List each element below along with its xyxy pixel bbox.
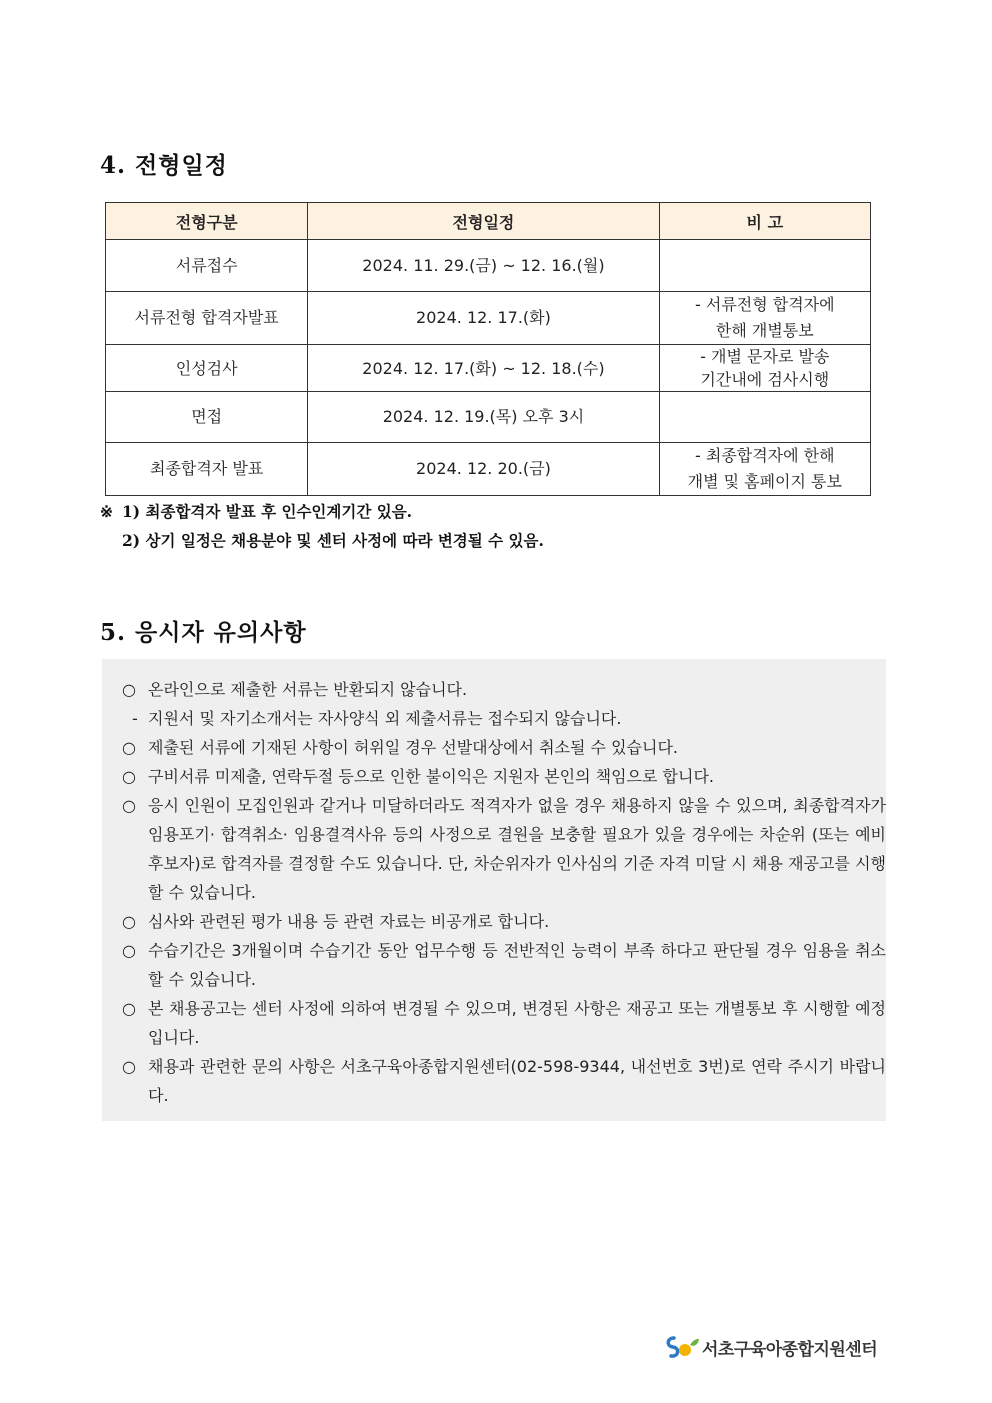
date-cell: 2024. 12. 17.(화) ~ 12. 18.(수): [308, 345, 659, 392]
table-row: [106, 240, 871, 292]
circle-bullet-icon: ○: [122, 941, 136, 960]
date-cell: 2024. 12. 20.(금): [308, 443, 659, 496]
table-row: [106, 345, 871, 392]
remark-cell: [659, 292, 870, 345]
remark-line-1: - 최종합격자에 한해: [695, 446, 835, 465]
date-cell: 2024. 12. 17.(화): [308, 292, 659, 345]
schedule-table: [105, 202, 871, 496]
remark-cell: [659, 443, 870, 496]
list-item: [122, 762, 886, 791]
remark-line-1: - 개별 문자로 발송: [700, 347, 830, 366]
caution-text: 수습기간은 3개월이며 수습기간 동안 업무수행 등 전반적인 능력이 부족 하다고 판단될 경우 임용을 취소할 수 있습니다.: [148, 941, 886, 989]
caution-text: 구비서류 미제출, 연락두절 등으로 인한 불이익은 지원자 본인의 책임으로 합니다.: [148, 767, 714, 786]
circle-bullet-icon: ○: [122, 767, 136, 786]
remark-cell: [659, 345, 870, 392]
circle-bullet-icon: ○: [122, 1057, 136, 1076]
list-item: [122, 936, 886, 994]
caution-text: 온라인으로 제출한 서류는 반환되지 않습니다.: [148, 680, 468, 699]
remark-line-2: 개별 및 홈페이지 통보: [687, 472, 842, 491]
list-item: [122, 791, 886, 907]
header-schedule: 전형일정: [308, 203, 659, 240]
stage-cell: 면접: [106, 392, 308, 443]
stage-cell: 서류접수: [106, 240, 308, 292]
header-remarks: 비 고: [659, 203, 870, 240]
stage-cell: 서류전형 합격자발표: [106, 292, 308, 345]
center-logo-text: 서초구육아종합지원센터: [702, 1339, 878, 1360]
center-logo-icon: [664, 1332, 700, 1362]
date-cell: 2024. 11. 29.(금) ~ 12. 16.(월): [308, 240, 659, 292]
list-item: [122, 704, 886, 733]
table-row: [106, 292, 871, 345]
list-item: [122, 994, 886, 1052]
header-stage: 전형구분: [106, 203, 308, 240]
schedule-notes: [100, 497, 544, 555]
circle-bullet-icon: ○: [122, 796, 136, 815]
table-row: [106, 443, 871, 496]
caution-text: 심사와 관련된 평가 내용 등 관련 자료는 비공개로 합니다.: [148, 912, 550, 931]
reference-mark: ※: [100, 502, 113, 521]
circle-bullet-icon: ○: [122, 738, 136, 757]
remark-cell: [659, 392, 870, 443]
table-header-row: [106, 203, 871, 240]
circle-bullet-icon: ○: [122, 912, 136, 931]
list-item: [122, 733, 886, 762]
center-logo: [664, 1332, 877, 1362]
table-row: [106, 392, 871, 443]
cautions-box: [102, 659, 886, 1121]
stage-cell: 최종합격자 발표: [106, 443, 308, 496]
circle-bullet-icon: ○: [122, 999, 136, 1018]
note-text: 1) 최종합격자 발표 후 인수인계기간 있음.: [122, 502, 413, 521]
note-text: 2) 상기 일정은 채용분야 및 센터 사정에 따라 변경될 수 있음.: [122, 531, 544, 550]
stage-cell: 인성검사: [106, 345, 308, 392]
date-cell: 2024. 12. 19.(목) 오후 3시: [308, 392, 659, 443]
remark-line-2: 한해 개별통보: [715, 321, 814, 340]
note-item: [100, 526, 544, 555]
remark-line-1: - 서류전형 합격자에: [695, 295, 835, 314]
caution-text: 지원서 및 자기소개서는 자사양식 외 제출서류는 접수되지 않습니다.: [148, 709, 622, 728]
caution-text: 제출된 서류에 기재된 사항이 허위일 경우 선발대상에서 취소될 수 있습니다.: [148, 738, 678, 757]
section-4-title: 4. 전형일정: [100, 152, 228, 179]
remark-line-2: 기간내에 검사시행: [700, 370, 830, 389]
list-item: [122, 675, 886, 704]
caution-text: 본 채용공고는 센터 사정에 의하여 변경될 수 있으며, 변경된 사항은 재공고 또는 개별통보 후 시행할 예정입니다.: [148, 999, 886, 1047]
circle-bullet-icon: ○: [122, 680, 136, 699]
dash-bullet-icon: -: [132, 709, 138, 728]
section-5-title: 5. 응시자 유의사항: [100, 619, 307, 646]
caution-text: 채용과 관련한 문의 사항은 서초구육아종합지원센터(02-598-9344, 내선번호 3번)로 연락 주시기 바랍니다.: [148, 1057, 886, 1105]
note-item: [100, 497, 544, 526]
list-item: [122, 907, 886, 936]
list-item: [122, 1052, 886, 1110]
caution-text: 응시 인원이 모집인원과 같거나 미달하더라도 적격자가 없을 경우 채용하지 않을 수 있으며, 최종합격자가 임용포기· 합격취소· 임용결격사유 등의 사정으로 결원을 보충할 필요가 있을 경우에는 차순위 (또는 예비후보자)로 합격자를 결정할 수도 있습니다. 단, 차순위자가 인사심의 기준 자격 미달 시 채용 재공고를 시행할 수 있습니다.: [148, 796, 886, 902]
remark-cell: [659, 240, 870, 292]
